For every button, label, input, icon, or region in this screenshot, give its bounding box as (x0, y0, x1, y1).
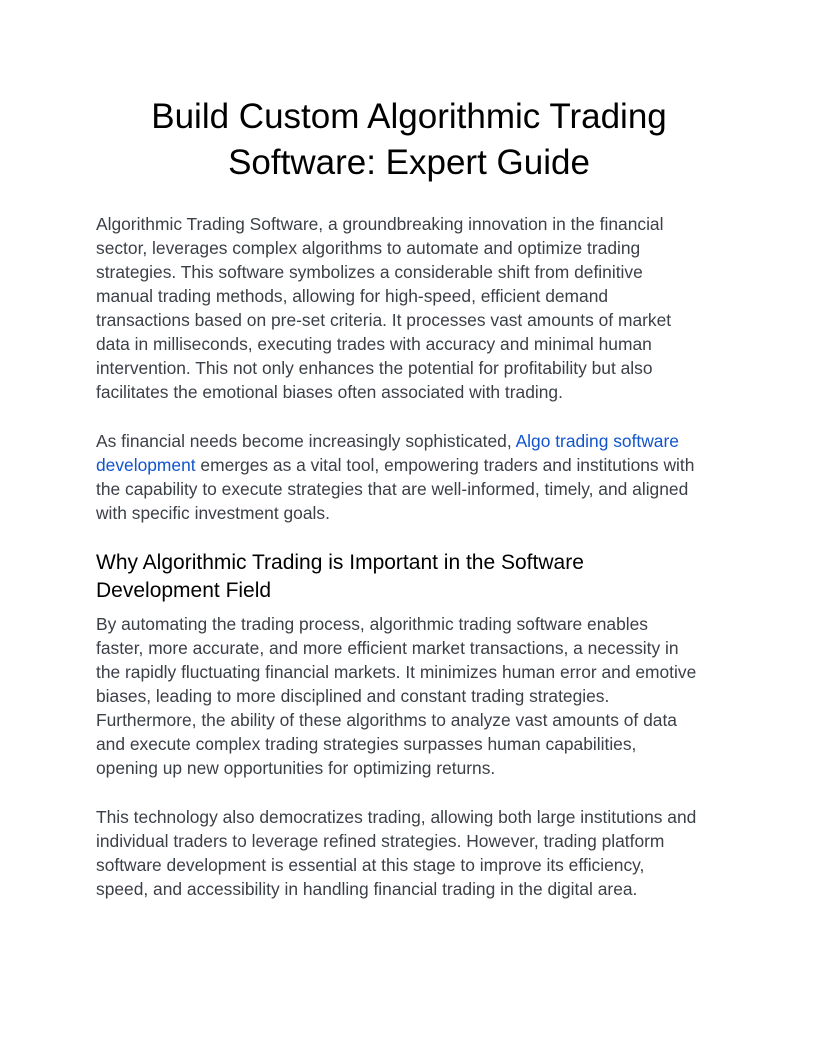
intro-line: Algorithmic Trading Software, a groundbreaking innovation in the financial (96, 214, 664, 234)
algo-dev-text: emerges as a vital tool, empowering traders and institutions with (195, 455, 695, 475)
importance-line: the rapidly fluctuating financial markets. It minimizes human error and emotive (96, 662, 697, 682)
algo-dev-line: with specific investment goals. (96, 503, 330, 523)
importance-line: biases, leading to more disciplined and constant trading strategies. (96, 686, 610, 706)
democratization-line: software development is essential at this stage to improve its efficiency, (96, 855, 645, 875)
algo-dev-line: the capability to execute strategies that are well-informed, timely, and aligned (96, 479, 689, 499)
intro-paragraph (96, 212, 722, 404)
algo-dev-paragraph (96, 429, 722, 525)
algo-dev-text: As financial needs become increasingly sophisticated, (96, 431, 516, 451)
importance-line: Furthermore, the ability of these algorithms to analyze vast amounts of data (96, 710, 677, 730)
importance-line: and execute complex trading strategies surpasses human capabilities, (96, 734, 637, 754)
document-page (96, 94, 722, 901)
importance-line: opening up new opportunities for optimizing returns. (96, 758, 496, 778)
democratization-line: This technology also democratizes trading, allowing both large institutions and (96, 807, 697, 827)
intro-line: intervention. This not only enhances the potential for profitability but also (96, 358, 653, 378)
algo-dev-line (96, 429, 722, 453)
section-heading-line-1: Why Algorithmic Trading is Important in the Software (96, 551, 584, 574)
intro-line: transactions based on pre-set criteria. It processes vast amounts of market (96, 310, 672, 330)
algo-trading-software-development-link-cont[interactable]: development (96, 455, 196, 475)
algo-trading-software-development-link[interactable]: Algo trading software (515, 431, 679, 451)
section-heading-line-2: Development Field (96, 579, 272, 602)
democratization-paragraph (96, 805, 722, 901)
section-heading (96, 549, 722, 605)
intro-line: facilitates the emotional biases often associated with trading. (96, 382, 563, 402)
title-line-2: Software: Expert Guide (228, 143, 590, 182)
democratization-line: individual traders to leverage refined strategies. However, trading platform (96, 831, 665, 851)
importance-line: faster, more accurate, and more efficient market transactions, a necessity in (96, 638, 679, 658)
intro-line: sector, leverages complex algorithms to automate and optimize trading (96, 238, 641, 258)
title-line-1: Build Custom Algorithmic Trading (151, 97, 667, 136)
document-title (94, 94, 724, 186)
algo-dev-line (96, 453, 722, 477)
democratization-line: speed, and accessibility in handling financial trading in the digital area. (96, 879, 638, 899)
importance-line: By automating the trading process, algorithmic trading software enables (96, 614, 648, 634)
intro-line: data in milliseconds, executing trades with accuracy and minimal human (96, 334, 652, 354)
intro-line: manual trading methods, allowing for high-speed, efficient demand (96, 286, 609, 306)
intro-line: strategies. This software symbolizes a considerable shift from definitive (96, 262, 643, 282)
importance-paragraph (96, 612, 722, 780)
